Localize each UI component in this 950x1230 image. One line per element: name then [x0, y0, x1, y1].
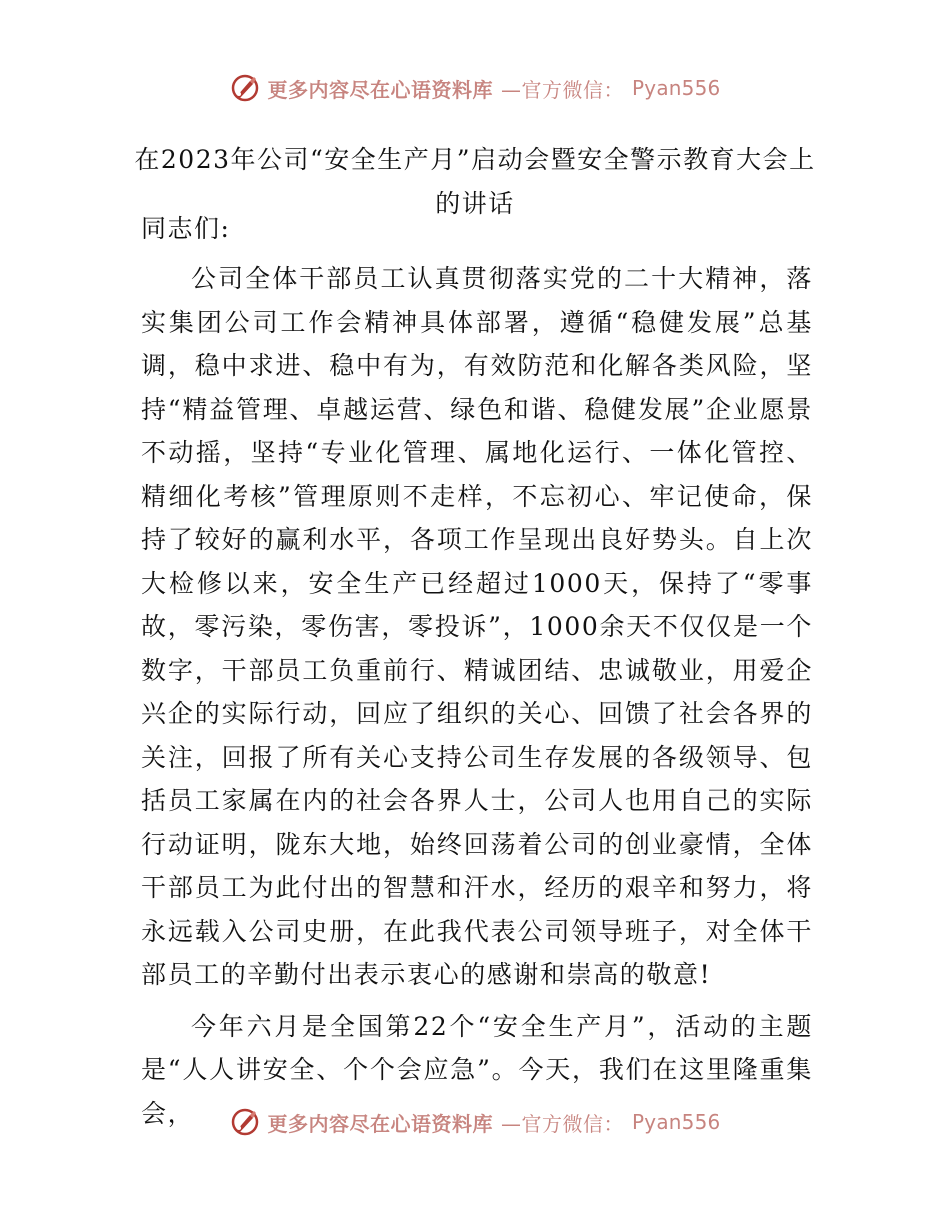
pen-logo-icon [230, 1107, 260, 1137]
banner-wechat-label: —官方微信： [501, 77, 625, 102]
banner-wechat-label: —官方微信： [501, 1111, 625, 1136]
paragraph: 公司全体干部员工认真贯彻落实党的二十大精神，落实集团公司工作会精神具体部署，遵循“稳健发展”总基调，稳中求进、稳中有为，有效防范和化解各类风险，坚持“精益管理、卓越运营、绿色和谐、稳健发展”企业愿景不动摇，坚持“专业化管理、属地化运行、一体化管控、精细化考核”管理原则不走样，不忘初心、牢记使命，保持了较好的赢利水平，各项工作呈现出良好势头。自上次大检修以来，安全生产已经超过1000天，保持了“零事故，零污染，零伤害，零投诉”，1000余天不仅仅是一个数字，干部员工负重前行、精诚团结、忠诚敬业，用爱企兴企的实际行动，回应了组织的关心、回馈了社会各界的关注，回报了所有关心支持公司生存发展的各级领导、包括员工家属在内的社会各界人士，公司人也用自己的实际行动证明，陇东大地，始终回荡着公司的创业豪情，全体干部员工为此付出的智慧和汗水，经历的艰辛和努力，将永远载入公司史册，在此我代表公司领导班子，对全体干部员工的辛勤付出表示衷心的感谢和崇高的敬意! [141, 264, 813, 989]
header-banner [0, 66, 950, 110]
banner-slogan: 更多内容尽在心语资料库 [267, 77, 494, 102]
greeting: 同志们: [141, 214, 231, 243]
footer-banner [0, 1100, 950, 1144]
banner-slogan: 更多内容尽在心语资料库 [267, 1111, 494, 1136]
pen-logo-icon [230, 73, 260, 103]
document-body [141, 257, 813, 1143]
title-line-1: 在2023年公司“安全生产月”启动会暨安全警示教育大会上 [134, 145, 816, 174]
banner-wechat-id: Pyan556 [632, 76, 721, 100]
paragraph: 今年六月是全国第22个“安全生产月”，活动的主题是“人人讲安全、个个会应急”。今天，我们在这里隆重集会， [141, 1011, 813, 1128]
banner-wechat-id: Pyan556 [632, 1110, 721, 1134]
title-line-2: 的讲话 [435, 189, 515, 218]
